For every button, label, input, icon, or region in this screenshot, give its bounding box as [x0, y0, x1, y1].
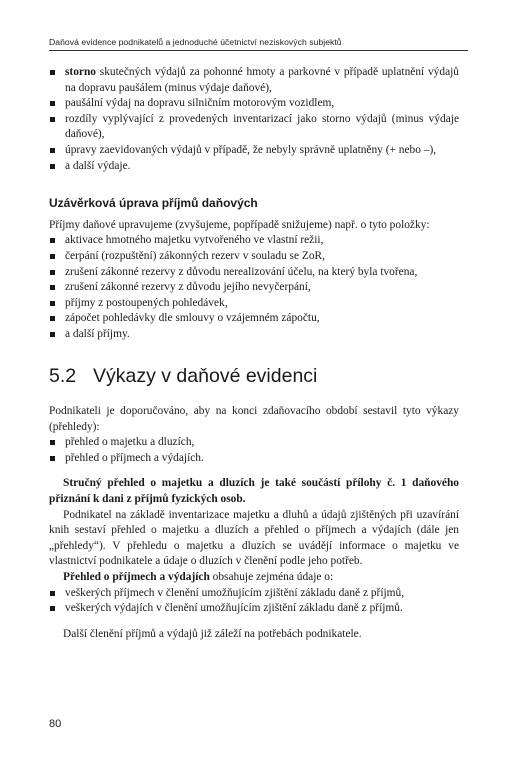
- bullet-icon: [50, 101, 55, 106]
- running-header: Daňová evidence podnikatelů a jednoduché účetnictví neziskových subjektů: [49, 37, 342, 47]
- list-item: [49, 112, 459, 143]
- list-item: [49, 65, 459, 96]
- list-item-text: přehled o majetku a dluzích,: [65, 436, 195, 449]
- income-adjustments-list: [49, 233, 459, 342]
- list-item: [49, 96, 459, 112]
- list-item-text: aktivace hmotného majetku vytvořeného ve vlastní režii,: [65, 234, 324, 247]
- expense-adjustments-list: [49, 65, 459, 174]
- list-item: [49, 435, 459, 451]
- closing-paragraph: Další členění příjmů a výdajů již záleží na potřebách podnikatele.: [63, 627, 362, 640]
- spacer: [49, 617, 459, 627]
- list-item: [49, 143, 459, 159]
- list-item: [49, 327, 459, 343]
- bullet-icon: [50, 440, 55, 445]
- list-item: [49, 233, 459, 249]
- bullet-icon: [50, 316, 55, 321]
- bullet-icon: [50, 70, 55, 75]
- list-item: [49, 159, 459, 175]
- bullet-icon: [50, 270, 55, 275]
- list-item: [49, 311, 459, 327]
- list-item-text: čerpání (rozpuštění) zákonných rezerv v souladu se ZoR,: [65, 249, 325, 262]
- list-item: [49, 249, 459, 265]
- bullet-icon: [50, 254, 55, 259]
- bullet-icon: [50, 301, 55, 306]
- list-item-text: rozdíly vyplývající z provedených inventarizací jako storno výdajů (minus výdaje daňové),: [65, 112, 459, 141]
- list-item-bold: storno: [65, 66, 97, 78]
- list-item-text: úpravy zaevidovaných výdajů v případě, že nebyly správně uplatněny (+ nebo –),: [65, 143, 437, 156]
- list-item-text: paušální výdaj na dopravu silničním motorovým vozidlem,: [65, 97, 335, 110]
- body-paragraph: Podnikatel na základě inventarizace majetku a dluhů a údajů zjištěných při uzavírání knih sestaví přehled o majetku a dluzích a přehled o příjmech a výdajích (dále jen „přehledy“). V přehledu o majetku a dluzích se uvádějí informace o majetku ve vlastnictví podnikatele a údaje o dluzích v členění podle jeho potřeb.: [49, 508, 459, 568]
- list-item-text: skutečných výdajů za pohonné hmoty a parkovné v případě uplatnění výdajů na dopravu paušálem (minus výdaje daňové),: [65, 66, 459, 94]
- list-item: [49, 280, 459, 296]
- list-item-text: zrušení zákonné rezervy z důvodu jejího nevyčerpání,: [65, 281, 311, 294]
- bullet-icon: [50, 148, 55, 153]
- list-item-text: přehled o příjmech a výdajích.: [65, 451, 204, 464]
- bullet-icon: [50, 456, 55, 461]
- bullet-icon: [50, 285, 55, 290]
- list-item: [49, 451, 459, 467]
- section-intro: Příjmy daňové upravujeme (zvyšujeme, popřípadě snižujeme) např. o tyto položky:: [49, 218, 430, 231]
- chapter-heading: [49, 364, 459, 387]
- list-item-text: příjmy z postoupených pohledávek,: [65, 296, 228, 309]
- list-item: [49, 601, 459, 617]
- bullet-icon: [50, 164, 55, 169]
- list-item: [49, 265, 459, 281]
- chapter-title: Výkazy v daňové evidenci: [93, 364, 318, 387]
- spacer: [49, 466, 459, 476]
- list-item-text: a další příjmy.: [65, 327, 130, 340]
- section-heading: Uzávěrková úprava příjmů daňových: [49, 196, 258, 211]
- page-number: 80: [49, 718, 62, 730]
- income-bold: Přehled o příjmech a výdajích: [63, 571, 210, 584]
- list-item: [49, 586, 459, 602]
- header-rule: [49, 50, 468, 51]
- list-item-text: a další výdaje.: [65, 159, 131, 172]
- income-rest: obsahuje zejména údaje o:: [209, 571, 334, 584]
- bullet-icon: [50, 591, 55, 596]
- page-content: [49, 65, 459, 642]
- list-item-text: zápočet pohledávky dle smlouvy o vzájemném zápočtu,: [65, 312, 320, 325]
- list-item-text: veškerých příjmech v členění umožňujícím zjištění základu daně z příjmů,: [65, 586, 405, 599]
- income-contents-list: [49, 586, 459, 617]
- chapter-number: 5.2: [49, 364, 77, 387]
- list-item: [49, 296, 459, 312]
- bold-note: Stručný přehled o majetku a dluzích je také součástí přílohy č. 1 daňového přiznání k dani z příjmů fyzických osob.: [49, 477, 459, 506]
- bullet-icon: [50, 117, 55, 122]
- list-item-text: zrušení zákonné rezervy z důvodu nerealizování účelu, na který byla tvořena,: [65, 265, 418, 278]
- income-paragraph: [49, 570, 459, 586]
- bullet-icon: [50, 606, 55, 611]
- reports-list: [49, 435, 459, 466]
- list-item-text: veškerých výdajích v členění umožňujícím zjištění základu daně z příjmů.: [65, 602, 403, 615]
- bullet-icon: [50, 332, 55, 337]
- body-intro: Podnikateli je doporučováno, aby na konci zdaňovacího období sestavil tyto výkazy (přehledy):: [49, 405, 459, 433]
- bullet-icon: [50, 238, 55, 243]
